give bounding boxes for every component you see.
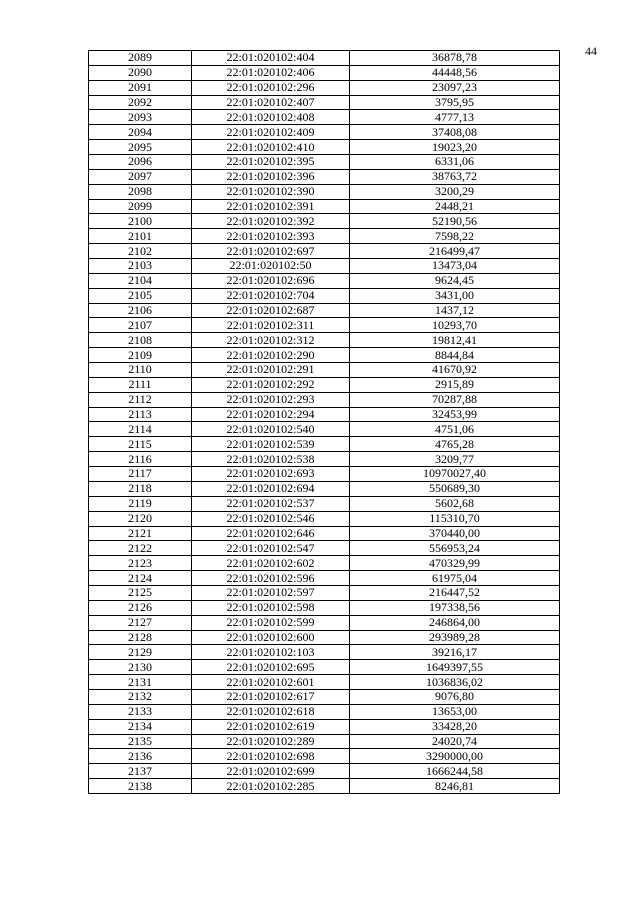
table-row <box>89 764 560 779</box>
table-row <box>89 526 560 541</box>
cadastral-number-cell: 22:01:020102:408 <box>192 110 350 125</box>
value-cell: 3431,00 <box>350 288 560 303</box>
value-cell: 470329,99 <box>350 556 560 571</box>
cadastral-number-cell: 22:01:020102:697 <box>192 244 350 259</box>
cadastral-number-cell: 22:01:020102:598 <box>192 600 350 615</box>
table-row <box>89 80 560 95</box>
value-cell: 8246,81 <box>350 779 560 794</box>
row-number-cell: 2133 <box>89 704 192 719</box>
row-number-cell: 2122 <box>89 541 192 556</box>
row-number-cell: 2094 <box>89 125 192 140</box>
row-number-cell: 2129 <box>89 645 192 660</box>
row-number-cell: 2091 <box>89 80 192 95</box>
table-row <box>89 363 560 378</box>
row-number-cell: 2098 <box>89 184 192 199</box>
value-cell: 550689,30 <box>350 481 560 496</box>
value-cell: 44448,56 <box>350 65 560 80</box>
table-row <box>89 749 560 764</box>
row-number-cell: 2095 <box>89 140 192 155</box>
table-row <box>89 645 560 660</box>
row-number-cell: 2089 <box>89 51 192 66</box>
value-cell: 19812,41 <box>350 333 560 348</box>
cadastral-number-cell: 22:01:020102:404 <box>192 51 350 66</box>
value-cell: 10293,70 <box>350 318 560 333</box>
table-row <box>89 585 560 600</box>
table-row <box>89 407 560 422</box>
table-row <box>89 615 560 630</box>
table-row <box>89 496 560 511</box>
table-row <box>89 318 560 333</box>
table-row <box>89 689 560 704</box>
cadastral-number-cell: 22:01:020102:290 <box>192 348 350 363</box>
table-row <box>89 704 560 719</box>
row-number-cell: 2119 <box>89 496 192 511</box>
row-number-cell: 2097 <box>89 169 192 184</box>
cadastral-number-cell: 22:01:020102:311 <box>192 318 350 333</box>
value-cell: 370440,00 <box>350 526 560 541</box>
table-row <box>89 184 560 199</box>
value-cell: 3200,29 <box>350 184 560 199</box>
row-number-cell: 2121 <box>89 526 192 541</box>
cadastral-number-cell: 22:01:020102:407 <box>192 95 350 110</box>
cadastral-number-cell: 22:01:020102:704 <box>192 288 350 303</box>
table-row <box>89 140 560 155</box>
value-cell: 33428,20 <box>350 719 560 734</box>
row-number-cell: 2116 <box>89 452 192 467</box>
row-number-cell: 2109 <box>89 348 192 363</box>
value-cell: 41670,92 <box>350 363 560 378</box>
value-cell: 4777,13 <box>350 110 560 125</box>
registry-table-body <box>89 51 560 794</box>
cadastral-number-cell: 22:01:020102:539 <box>192 437 350 452</box>
cadastral-number-cell: 22:01:020102:699 <box>192 764 350 779</box>
row-number-cell: 2131 <box>89 675 192 690</box>
table-row <box>89 199 560 214</box>
cadastral-number-cell: 22:01:020102:292 <box>192 377 350 392</box>
value-cell: 24020,74 <box>350 734 560 749</box>
cadastral-number-cell: 22:01:020102:617 <box>192 689 350 704</box>
row-number-cell: 2115 <box>89 437 192 452</box>
table-row <box>89 169 560 184</box>
cadastral-number-cell: 22:01:020102:546 <box>192 511 350 526</box>
value-cell: 556953,24 <box>350 541 560 556</box>
value-cell: 3290000,00 <box>350 749 560 764</box>
row-number-cell: 2090 <box>89 65 192 80</box>
value-cell: 13473,04 <box>350 259 560 274</box>
row-number-cell: 2136 <box>89 749 192 764</box>
cadastral-number-cell: 22:01:020102:696 <box>192 273 350 288</box>
value-cell: 9076,80 <box>350 689 560 704</box>
value-cell: 1036836,02 <box>350 675 560 690</box>
table-row <box>89 422 560 437</box>
row-number-cell: 2125 <box>89 585 192 600</box>
table-row <box>89 288 560 303</box>
value-cell: 216447,52 <box>350 585 560 600</box>
value-cell: 115310,70 <box>350 511 560 526</box>
row-number-cell: 2130 <box>89 660 192 675</box>
cadastral-number-cell: 22:01:020102:395 <box>192 155 350 170</box>
value-cell: 37408,08 <box>350 125 560 140</box>
value-cell: 7598,22 <box>350 229 560 244</box>
cadastral-number-cell: 22:01:020102:312 <box>192 333 350 348</box>
row-number-cell: 2103 <box>89 259 192 274</box>
row-number-cell: 2110 <box>89 363 192 378</box>
cadastral-number-cell: 22:01:020102:390 <box>192 184 350 199</box>
registry-table <box>88 50 560 794</box>
value-cell: 32453,99 <box>350 407 560 422</box>
value-cell: 2915,89 <box>350 377 560 392</box>
cadastral-number-cell: 22:01:020102:597 <box>192 585 350 600</box>
value-cell: 4751,06 <box>350 422 560 437</box>
value-cell: 38763,72 <box>350 169 560 184</box>
table-row <box>89 719 560 734</box>
value-cell: 39216,17 <box>350 645 560 660</box>
row-number-cell: 2105 <box>89 288 192 303</box>
table-row <box>89 51 560 66</box>
table-row <box>89 125 560 140</box>
cadastral-number-cell: 22:01:020102:50 <box>192 259 350 274</box>
value-cell: 13653,00 <box>350 704 560 719</box>
row-number-cell: 2118 <box>89 481 192 496</box>
cadastral-number-cell: 22:01:020102:599 <box>192 615 350 630</box>
table-row <box>89 392 560 407</box>
cadastral-number-cell: 22:01:020102:392 <box>192 214 350 229</box>
value-cell: 10970027,40 <box>350 467 560 482</box>
table-row <box>89 571 560 586</box>
cadastral-number-cell: 22:01:020102:537 <box>192 496 350 511</box>
cadastral-number-cell: 22:01:020102:410 <box>192 140 350 155</box>
cadastral-number-cell: 22:01:020102:293 <box>192 392 350 407</box>
row-number-cell: 2114 <box>89 422 192 437</box>
table-row <box>89 556 560 571</box>
row-number-cell: 2120 <box>89 511 192 526</box>
value-cell: 3795,95 <box>350 95 560 110</box>
cadastral-number-cell: 22:01:020102:693 <box>192 467 350 482</box>
table-row <box>89 155 560 170</box>
value-cell: 19023,20 <box>350 140 560 155</box>
value-cell: 52190,56 <box>350 214 560 229</box>
cadastral-number-cell: 22:01:020102:698 <box>192 749 350 764</box>
value-cell: 2448,21 <box>350 199 560 214</box>
cadastral-number-cell: 22:01:020102:547 <box>192 541 350 556</box>
value-cell: 197338,56 <box>350 600 560 615</box>
value-cell: 9624,45 <box>350 273 560 288</box>
value-cell: 36878,78 <box>350 51 560 66</box>
row-number-cell: 2123 <box>89 556 192 571</box>
cadastral-number-cell: 22:01:020102:694 <box>192 481 350 496</box>
cadastral-number-cell: 22:01:020102:103 <box>192 645 350 660</box>
value-cell: 8844,84 <box>350 348 560 363</box>
table-row <box>89 259 560 274</box>
value-cell: 3209,77 <box>350 452 560 467</box>
cadastral-number-cell: 22:01:020102:687 <box>192 303 350 318</box>
row-number-cell: 2092 <box>89 95 192 110</box>
row-number-cell: 2132 <box>89 689 192 704</box>
table-row <box>89 65 560 80</box>
table-row <box>89 452 560 467</box>
row-number-cell: 2111 <box>89 377 192 392</box>
row-number-cell: 2117 <box>89 467 192 482</box>
row-number-cell: 2101 <box>89 229 192 244</box>
cadastral-number-cell: 22:01:020102:600 <box>192 630 350 645</box>
table-row <box>89 675 560 690</box>
row-number-cell: 2096 <box>89 155 192 170</box>
cadastral-number-cell: 22:01:020102:695 <box>192 660 350 675</box>
row-number-cell: 2126 <box>89 600 192 615</box>
row-number-cell: 2124 <box>89 571 192 586</box>
table-row <box>89 779 560 794</box>
cadastral-number-cell: 22:01:020102:601 <box>192 675 350 690</box>
row-number-cell: 2106 <box>89 303 192 318</box>
table-row <box>89 110 560 125</box>
table-row <box>89 467 560 482</box>
table-row <box>89 348 560 363</box>
table-row <box>89 600 560 615</box>
page-number: 44 <box>585 44 597 58</box>
table-row <box>89 229 560 244</box>
row-number-cell: 2108 <box>89 333 192 348</box>
table-row <box>89 481 560 496</box>
row-number-cell: 2134 <box>89 719 192 734</box>
row-number-cell: 2138 <box>89 779 192 794</box>
table-row <box>89 377 560 392</box>
table-row <box>89 630 560 645</box>
cadastral-number-cell: 22:01:020102:289 <box>192 734 350 749</box>
cadastral-number-cell: 22:01:020102:391 <box>192 199 350 214</box>
table-row <box>89 273 560 288</box>
value-cell: 246864,00 <box>350 615 560 630</box>
table-row <box>89 660 560 675</box>
value-cell: 1666244,58 <box>350 764 560 779</box>
cadastral-number-cell: 22:01:020102:285 <box>192 779 350 794</box>
value-cell: 23097,23 <box>350 80 560 95</box>
value-cell: 293989,28 <box>350 630 560 645</box>
cadastral-number-cell: 22:01:020102:296 <box>192 80 350 95</box>
cadastral-number-cell: 22:01:020102:646 <box>192 526 350 541</box>
cadastral-number-cell: 22:01:020102:540 <box>192 422 350 437</box>
row-number-cell: 2113 <box>89 407 192 422</box>
cadastral-number-cell: 22:01:020102:291 <box>192 363 350 378</box>
cadastral-number-cell: 22:01:020102:618 <box>192 704 350 719</box>
value-cell: 1437,12 <box>350 303 560 318</box>
row-number-cell: 2137 <box>89 764 192 779</box>
table-row <box>89 244 560 259</box>
table-row <box>89 541 560 556</box>
table-row <box>89 511 560 526</box>
value-cell: 61975,04 <box>350 571 560 586</box>
table-row <box>89 214 560 229</box>
value-cell: 1649397,55 <box>350 660 560 675</box>
table-row <box>89 333 560 348</box>
cadastral-number-cell: 22:01:020102:596 <box>192 571 350 586</box>
cadastral-number-cell: 22:01:020102:406 <box>192 65 350 80</box>
row-number-cell: 2107 <box>89 318 192 333</box>
row-number-cell: 2135 <box>89 734 192 749</box>
cadastral-number-cell: 22:01:020102:294 <box>192 407 350 422</box>
row-number-cell: 2128 <box>89 630 192 645</box>
table-row <box>89 734 560 749</box>
row-number-cell: 2100 <box>89 214 192 229</box>
cadastral-number-cell: 22:01:020102:396 <box>192 169 350 184</box>
cadastral-number-cell: 22:01:020102:393 <box>192 229 350 244</box>
row-number-cell: 2093 <box>89 110 192 125</box>
table-row <box>89 95 560 110</box>
cadastral-number-cell: 22:01:020102:602 <box>192 556 350 571</box>
row-number-cell: 2112 <box>89 392 192 407</box>
value-cell: 216499,47 <box>350 244 560 259</box>
value-cell: 70287,88 <box>350 392 560 407</box>
value-cell: 6331,06 <box>350 155 560 170</box>
cadastral-number-cell: 22:01:020102:409 <box>192 125 350 140</box>
cadastral-number-cell: 22:01:020102:538 <box>192 452 350 467</box>
row-number-cell: 2102 <box>89 244 192 259</box>
row-number-cell: 2127 <box>89 615 192 630</box>
value-cell: 5602,68 <box>350 496 560 511</box>
table-row <box>89 437 560 452</box>
table-row <box>89 303 560 318</box>
row-number-cell: 2099 <box>89 199 192 214</box>
cadastral-number-cell: 22:01:020102:619 <box>192 719 350 734</box>
value-cell: 4765,28 <box>350 437 560 452</box>
row-number-cell: 2104 <box>89 273 192 288</box>
